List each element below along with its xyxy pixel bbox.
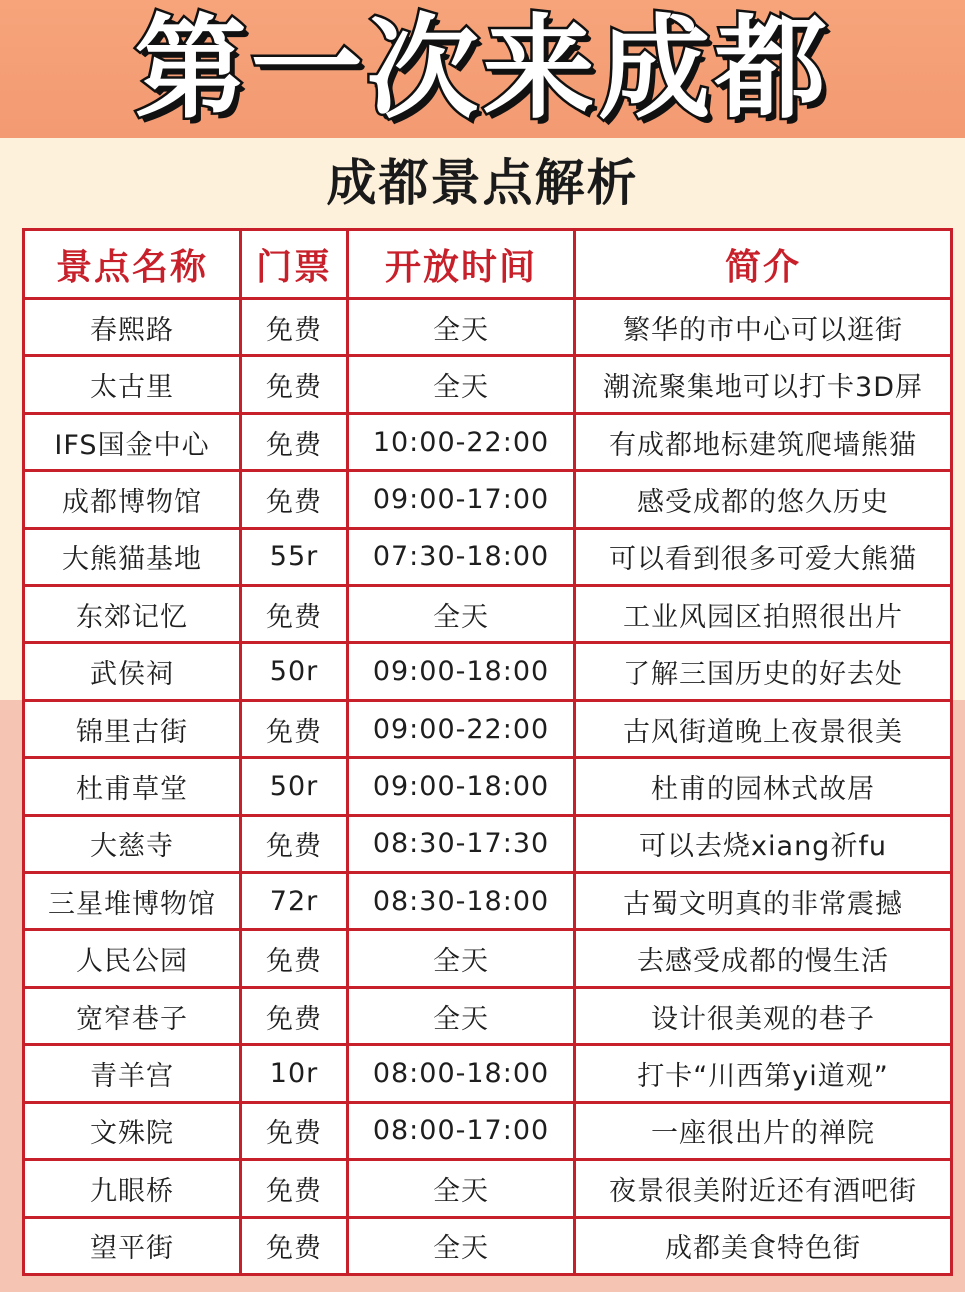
attraction-description: 感受成都的悠久历史 [575,471,952,528]
attraction-description: 可以看到很多可爱大熊猫 [575,528,952,585]
ticket-price: 55r [241,528,348,585]
attraction-description: 去感受成都的慢生活 [575,930,952,987]
ticket-price: 免费 [241,1160,348,1217]
attraction-description: 古风街道晚上夜景很美 [575,700,952,757]
attraction-name: 望平街 [24,1217,241,1275]
attraction-name: 宽窄巷子 [24,987,241,1044]
attractions-table [22,228,953,1276]
attraction-description: 杜甫的园林式故居 [575,758,952,815]
table-row [24,643,952,700]
attraction-name: 东郊记忆 [24,586,241,643]
ticket-price: 免费 [241,356,348,413]
ticket-price: 10r [241,1045,348,1102]
attraction-description: 繁华的市中心可以逛街 [575,299,952,356]
attraction-name: 文殊院 [24,1102,241,1159]
attraction-description: 了解三国历史的好去处 [575,643,952,700]
opening-hours: 09:00-17:00 [348,471,575,528]
attraction-name: 杜甫草堂 [24,758,241,815]
attraction-name: 青羊宫 [24,1045,241,1102]
ticket-price: 50r [241,758,348,815]
table-row [24,930,952,987]
opening-hours: 全天 [348,930,575,987]
table-row [24,1217,952,1275]
attraction-name: 九眼桥 [24,1160,241,1217]
opening-hours: 08:30-17:30 [348,815,575,872]
table-row [24,299,952,356]
opening-hours: 08:30-18:00 [348,873,575,930]
attraction-name: 人民公园 [24,930,241,987]
attraction-name: 春熙路 [24,299,241,356]
table-row [24,356,952,413]
attraction-name: 太古里 [24,356,241,413]
ticket-price: 免费 [241,700,348,757]
header-name: 景点名称 [24,230,241,299]
attraction-name: 大熊猫基地 [24,528,241,585]
ticket-price: 免费 [241,1102,348,1159]
opening-hours: 09:00-18:00 [348,758,575,815]
attraction-description: 成都美食特色街 [575,1217,952,1275]
opening-hours: 全天 [348,987,575,1044]
table-body [24,299,952,1275]
table-row [24,987,952,1044]
table-row [24,1045,952,1102]
attraction-description: 古蜀文明真的非常震撼 [575,873,952,930]
attraction-description: 夜景很美附近还有酒吧街 [575,1160,952,1217]
table-row [24,758,952,815]
table-row [24,413,952,470]
attraction-description: 打卡“川西第yi道观” [575,1045,952,1102]
attraction-name: IFS国金中心 [24,413,241,470]
opening-hours: 07:30-18:00 [348,528,575,585]
ticket-price: 免费 [241,930,348,987]
ticket-price: 50r [241,643,348,700]
ticket-price: 免费 [241,299,348,356]
opening-hours: 10:00-22:00 [348,413,575,470]
ticket-price: 免费 [241,1217,348,1275]
attraction-description: 设计很美观的巷子 [575,987,952,1044]
table-row [24,873,952,930]
table-row [24,1160,952,1217]
attraction-description: 一座很出片的禅院 [575,1102,952,1159]
opening-hours: 08:00-18:00 [348,1045,575,1102]
opening-hours: 全天 [348,586,575,643]
attraction-name: 大慈寺 [24,815,241,872]
opening-hours: 全天 [348,356,575,413]
ticket-price: 72r [241,873,348,930]
attraction-description: 有成都地标建筑爬墙熊猫 [575,413,952,470]
attraction-name: 锦里古街 [24,700,241,757]
table-row [24,586,952,643]
opening-hours: 全天 [348,1217,575,1275]
opening-hours: 09:00-22:00 [348,700,575,757]
attraction-name: 三星堆博物馆 [24,873,241,930]
table-row [24,1102,952,1159]
ticket-price: 免费 [241,987,348,1044]
table-header-row [24,230,952,299]
opening-hours: 全天 [348,1160,575,1217]
header-description: 简介 [575,230,952,299]
opening-hours: 08:00-17:00 [348,1102,575,1159]
ticket-price: 免费 [241,413,348,470]
table-row [24,700,952,757]
page-title: 第一次来成都 [134,4,831,134]
ticket-price: 免费 [241,815,348,872]
header-ticket: 门票 [241,230,348,299]
opening-hours: 全天 [348,299,575,356]
table-row [24,528,952,585]
page-subtitle: 成都景点解析 [326,154,639,212]
header-hours: 开放时间 [348,230,575,299]
table-row [24,815,952,872]
table-row [24,471,952,528]
ticket-price: 免费 [241,471,348,528]
attraction-description: 工业风园区拍照很出片 [575,586,952,643]
opening-hours: 09:00-18:00 [348,643,575,700]
attraction-name: 成都博物馆 [24,471,241,528]
attraction-name: 武侯祠 [24,643,241,700]
attraction-description: 可以去烧xiang祈fu [575,815,952,872]
ticket-price: 免费 [241,586,348,643]
attraction-description: 潮流聚集地可以打卡3D屏 [575,356,952,413]
